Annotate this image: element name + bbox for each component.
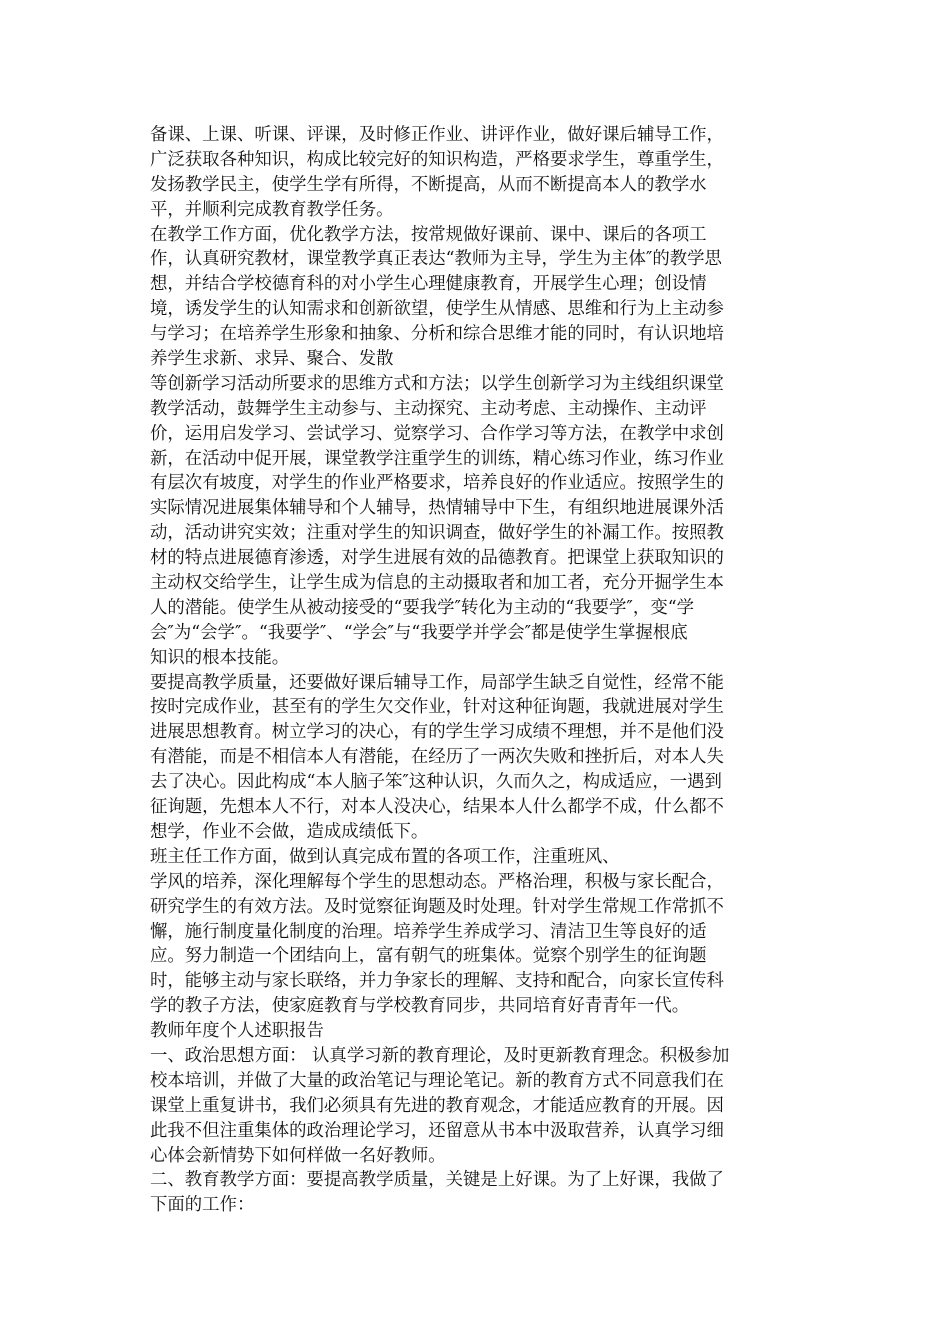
text-line: 新，在活动中促开展，课堂教学注重学生的训练，精心练习作业，练习作业 — [150, 448, 724, 469]
text-line: 课堂上重复讲书，我们必须具有先进的教育观念，才能适应教育的开展。因 — [150, 1095, 724, 1116]
text-line: 养学生求新、求异、聚合、发散 — [150, 349, 394, 370]
text-line: 二、教育教学方面：要提高教学质量，关键是上好课。为了上好课，我做了 — [150, 1170, 724, 1191]
text-line: 在教学工作方面，优化教学方法，按常规做好课前、课中、课后的各项工 — [150, 224, 707, 245]
text-line: 主动权交给学生，让学生成为信息的主动摄取者和加工者，充分开掘学生本 — [150, 573, 724, 594]
text-line: 广泛获取各种知识，构成比较完好的知识构造，严格要求学生，尊重学生， — [150, 149, 724, 170]
text-line: 研究学生的有效方法。及时觉察征询题及时处理。针对学生常规工作常抓不 — [150, 896, 724, 917]
text-line: 等创新学习活动所要求的思维方式和方法；以学生创新学习为主线组织课堂 — [150, 373, 724, 394]
text-line: 有潜能，而是不相信本人有潜能，在经历了一两次失败和挫折后，对本人失 — [150, 747, 724, 768]
text-line: 应。努力制造一个团结向上，富有朝气的班集体。觉察个别学生的征询题 — [150, 946, 707, 967]
text-line: 按时完成作业，甚至有的学生欠交作业，针对这种征询题，我就进展对学生 — [150, 697, 724, 718]
text-line: 知识的根本技能。 — [150, 647, 290, 668]
text-line: 境，诱发学生的认知需求和创新欲望，使学生从情感、思维和行为上主动参 — [150, 299, 724, 320]
text-line: 学的教子方法，使家庭教育与学校教育同步，共同培育好青青年一代。 — [150, 996, 690, 1017]
text-line: 平，并顺利完成教育教学任务。 — [150, 199, 394, 220]
text-line: 教学活动，鼓舞学生主动参与、主动探究、主动考虑、主动操作、主动评 — [150, 398, 707, 419]
section-heading: 教师年度个人述职报告 — [150, 1021, 324, 1042]
text-line: 作，认真研究教材，课堂教学真正表达“教师为主导，学生为主体″的教学思 — [150, 249, 722, 270]
text-line: 会″为“会学″。“我要学″、“学会″与“我要学并学会″都是使学生掌握根底 — [150, 622, 688, 643]
text-line: 有层次有坡度，对学生的作业严格要求，培养良好的作业适应。按照学生的 — [150, 473, 724, 494]
document-body — [150, 123, 810, 1218]
text-line: 与学习；在培养学生形象和抽象、分析和综合思维才能的同时，有认识地培 — [150, 324, 724, 345]
text-line: 备课、上课、听课、评课，及时修正作业、讲评作业，做好课后辅导工作， — [150, 125, 724, 145]
text-line: 想学，作业不会做，造成成绩低下。 — [150, 821, 429, 842]
text-line: 此我不但注重集体的政治理论学习，还留意从书本中汲取营养，认真学习细 — [150, 1120, 724, 1141]
text-line: 发扬教学民主，使学生学有所得，不断提高，从而不断提高本人的教学水 — [150, 174, 707, 195]
text-line: 材的特点进展德育渗透，对学生进展有效的品德教育。把课堂上获取知识的 — [150, 548, 724, 569]
text-line: 进展思想教育。树立学习的决心，有的学生学习成绩不理想，并不是他们没 — [150, 722, 724, 743]
text-line: 学风的培养，深化理解每个学生的思想动态。严格治理，积极与家长配合， — [150, 871, 724, 892]
text-line: 下面的工作： — [150, 1195, 255, 1216]
text-line: 动，活动讲究实效；注重对学生的知识调查，做好学生的补漏工作。按照教 — [150, 523, 724, 544]
text-line: 要提高教学质量，还要做好课后辅导工作，局部学生缺乏自觉性，经常不能 — [150, 672, 724, 693]
text-line: 一、政治思想方面： 认真学习新的教育理论，及时更新教育理念。积极参加 — [150, 1045, 730, 1066]
text-line: 心体会新情势下如何样做一名好教师。 — [150, 1145, 446, 1166]
text-line: 价，运用启发学习、尝试学习、觉察学习、合作学习等方法，在教学中求创 — [150, 423, 724, 444]
text-line: 征询题，先想本人不行，对本人没决心，结果本人什么都学不成，什么都不 — [150, 797, 724, 818]
text-line: 去了决心。因此构成“本人脑子笨″这种认识，久而久之，构成适应，一遇到 — [150, 772, 722, 793]
text-line: 校本培训，并做了大量的政治笔记与理论笔记。新的教育方式不同意我们在 — [150, 1070, 724, 1091]
text-line: 人的潜能。使学生从被动接受的“要我学″转化为主动的“我要学″，变“学 — [150, 597, 694, 618]
text-line: 懈，施行制度量化制度的治理。培养学生养成学习、清洁卫生等良好的适 — [150, 921, 707, 942]
text-line: 想，并结合学校德育科的对小学生心理健康教育，开展学生心理；创设情 — [150, 274, 707, 295]
text-line: 实际情况进展集体辅导和个人辅导，热情辅导中下生，有组织地进展课外活 — [150, 498, 724, 519]
text-line: 时，能够主动与家长联络，并力争家长的理解、支持和配合，向家长宣传科 — [150, 971, 724, 992]
text-line: 班主任工作方面，做到认真完成布置的各项工作，注重班风、 — [150, 846, 620, 867]
